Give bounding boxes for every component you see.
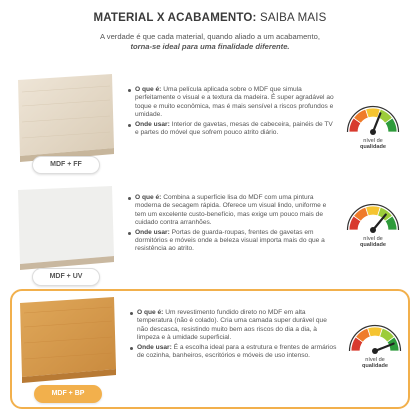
mdf-ff-what: O que é: Uma película aplicada sobre o MDF que simula perfeitamente o visual e a textura da madeira. É super agradável ao toque e muito econômica, mas é mais sensível a riscos profundos e umidade. (128, 86, 336, 120)
gauge-label: nível de qualidade (359, 138, 387, 150)
mdf-bp-use: Onde usar: É a escolha ideal para a estrutura e frentes de armários de cozinha, banheiros, escritórios e móveis de uso intenso. (130, 344, 338, 361)
gauge-label: nível de qualidade (359, 236, 387, 248)
mdf-bp-description (130, 309, 338, 361)
page-title (0, 12, 420, 24)
card-mdf-ff (10, 68, 410, 178)
mdf-uv-use: Onde usar: Portas de guarda-roupas, frentes de gavetas em dormitórios e móveis onde a beleza visual importa mais do que a resistência ao atrito. (128, 229, 336, 254)
gauge-hub (370, 129, 376, 135)
card-mdf-uv (10, 182, 410, 288)
mdf-ff-use: Onde usar: Interior de gavetas, mesas de cabeceira, painéis de TV e partes do móvel que sofrem pouco atrito diário. (128, 121, 336, 138)
mdf-ff-swatch-image (16, 72, 116, 166)
mdf-ff-quality-gauge (338, 98, 408, 149)
mdf-bp-swatch-image (18, 295, 118, 387)
subtitle-line-1: A verdade é que cada material, quando aliado a um acabamento, (100, 32, 320, 41)
mdf-ff-label: MDF + FF (32, 156, 100, 174)
mdf-uv-description (128, 194, 336, 255)
subtitle-line-2: torna-se ideal para uma finalidade diferente. (130, 42, 290, 51)
card-mdf-bp (10, 289, 410, 409)
mdf-uv-swatch-image (16, 184, 116, 274)
mdf-uv-what: O que é: Combina a superfície lisa do MDF com uma pintura moderna de secagem rápida. Oferece um visual lindo, uniforme e tem um excelente custo-benefício, mas exige um pouco mais de cuidado contra arranhões. (128, 194, 336, 228)
title-bold: MATERIAL X ACABAMENTO: (93, 12, 257, 24)
gauge-hub (370, 227, 376, 233)
mdf-bp-quality-gauge (340, 317, 410, 368)
title-light: SAIBA MAIS (259, 12, 327, 24)
page-subtitle (10, 32, 410, 52)
gauge-label: nível de qualidade (361, 357, 389, 369)
mdf-uv-label: MDF + UV (32, 268, 100, 286)
mdf-ff-description (128, 86, 336, 138)
mdf-bp-label: MDF + BP (34, 385, 102, 403)
gauge-hub (372, 348, 378, 354)
mdf-bp-what: O que é: Um revestimento fundido direto no MDF em alta temperatura (não é colado). Cria uma camada super durável que não descasca, resistindo muito bem aos riscos do dia a dia, à limpeza e à umidade superficial. (130, 309, 338, 343)
mdf-uv-quality-gauge (338, 196, 408, 247)
